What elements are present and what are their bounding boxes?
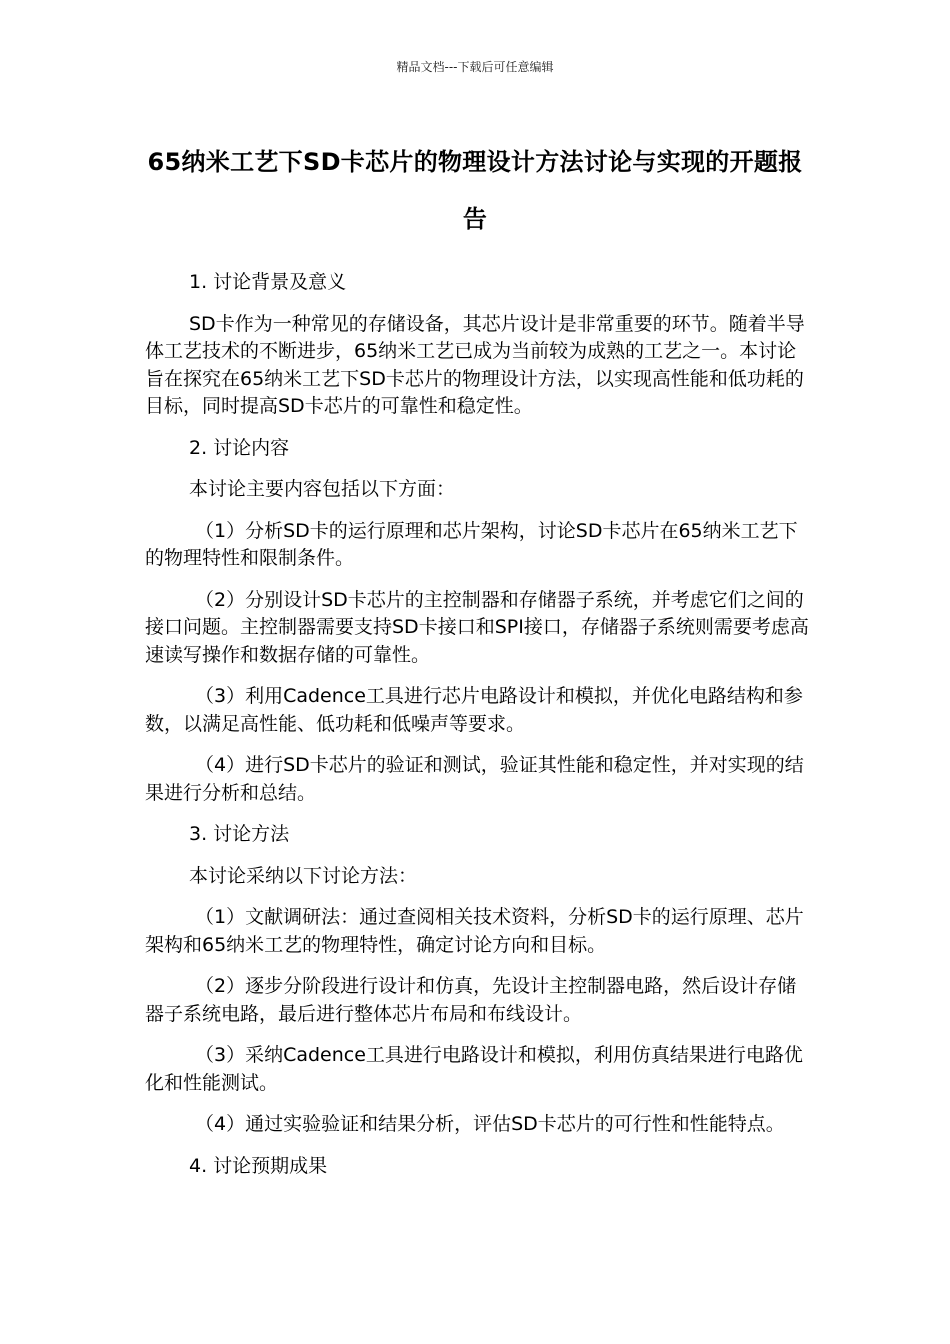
section-heading: 1. 讨论背景及意义 xyxy=(189,271,347,293)
page-header: 精品文档---下载后可任意编辑 xyxy=(396,60,554,74)
paragraph: 本讨论主要内容包括以下方面： xyxy=(189,478,456,500)
section-heading: 2. 讨论内容 xyxy=(189,436,290,459)
document-body xyxy=(145,269,810,1194)
list-item: （3）利用Cadence工具进行芯片电路设计和模拟，并优化电路结构和参数，以满足高性能、低功耗和低噪声等要求。 xyxy=(145,685,803,735)
list-item: （2）分别设计SD卡芯片的主控制器和存储器子系统，并考虑它们之间的接口问题。主控制器需要支持SD卡接口和SPI接口，存储器子系统则需要考虑高速读写操作和数据存储的可靠性。 xyxy=(145,588,809,666)
list-item: （2）逐步分阶段进行设计和仿真，先设计主控制器电路，然后设计存储器子系统电路，最后进行整体芯片布局和布线设计。 xyxy=(145,975,797,1025)
section-heading: 3. 讨论方法 xyxy=(189,823,290,845)
list-item: （1）文献调研法：通过查阅相关技术资料，分析SD卡的运行原理、芯片架构和65纳米工艺的物理特性，确定讨论方向和目标。 xyxy=(145,906,804,956)
section-heading: 4. 讨论预期成果 xyxy=(189,1154,328,1177)
paragraph: SD卡作为一种常见的存储设备，其芯片设计是非常重要的环节。随着半导体工艺技术的不断进步，65纳米工艺已成为当前较为成熟的工艺之一。本讨论旨在探究在65纳米工艺下SD卡芯片的物理设计方法，以实现高性能和低功耗的目标，同时提高SD卡芯片的可靠性和稳定性。 xyxy=(145,312,805,417)
list-item: （1）分析SD卡的运行原理和芯片架构，讨论SD卡芯片在65纳米工艺下的物理特性和限制条件。 xyxy=(145,519,798,569)
list-item: （4）进行SD卡芯片的验证和测试，验证其性能和稳定性，并对实现的结果进行分析和总结。 xyxy=(145,754,804,804)
paragraph: 本讨论采纳以下讨论方法： xyxy=(189,864,418,887)
list-item: （3）采纳Cadence工具进行电路设计和模拟，利用仿真结果进行电路优化和性能测试。 xyxy=(145,1044,803,1094)
list-item: （4）通过实验验证和结果分析，评估SD卡芯片的可行性和性能特点。 xyxy=(195,1113,785,1135)
document-title: 65纳米工艺下SD卡芯片的物理设计方法讨论与实现的开题报告 xyxy=(147,148,803,233)
